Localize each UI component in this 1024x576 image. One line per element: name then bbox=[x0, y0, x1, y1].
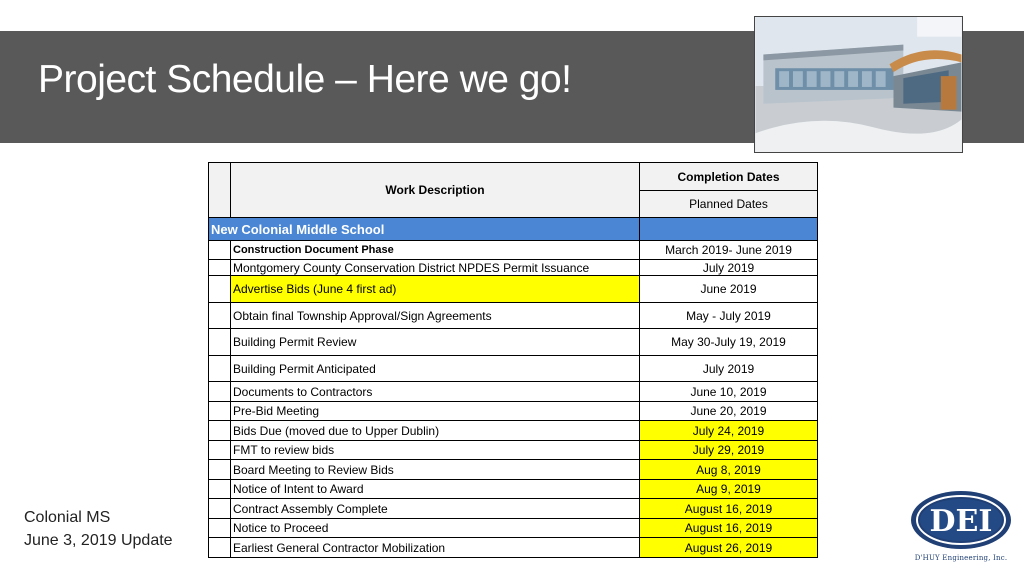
row-date: June 20, 2019 bbox=[640, 402, 818, 421]
row-description: Obtain final Township Approval/Sign Agreements bbox=[231, 303, 640, 329]
dei-logo bbox=[906, 490, 1016, 566]
row-gutter bbox=[209, 402, 231, 421]
section-row bbox=[209, 218, 818, 241]
row-date: Aug 9, 2019 bbox=[640, 480, 818, 499]
table-row bbox=[209, 329, 818, 356]
footer-school-name: Colonial MS bbox=[24, 509, 111, 526]
row-gutter bbox=[209, 441, 231, 460]
row-date: March 2019- June 2019 bbox=[640, 241, 818, 260]
header-gutter-cell bbox=[209, 163, 231, 218]
table-row bbox=[209, 241, 818, 260]
row-description: Bids Due (moved due to Upper Dublin) bbox=[231, 421, 640, 441]
row-gutter bbox=[209, 276, 231, 303]
section-date-cell bbox=[640, 218, 818, 241]
row-date: Aug 8, 2019 bbox=[640, 460, 818, 480]
row-description: FMT to review bids bbox=[231, 441, 640, 460]
row-description: Notice to Proceed bbox=[231, 519, 640, 538]
table-row bbox=[209, 499, 818, 519]
row-description: Building Permit Anticipated bbox=[231, 356, 640, 382]
table-row bbox=[209, 276, 818, 303]
row-description: Earliest General Contractor Mobilization bbox=[231, 538, 640, 558]
section-title: New Colonial Middle School bbox=[209, 218, 640, 241]
row-gutter bbox=[209, 519, 231, 538]
row-gutter bbox=[209, 480, 231, 499]
table-header-row bbox=[209, 163, 818, 191]
project-schedule-table bbox=[208, 162, 818, 558]
row-date: June 10, 2019 bbox=[640, 382, 818, 402]
row-date: July 24, 2019 bbox=[640, 421, 818, 441]
header-planned-dates: Planned Dates bbox=[640, 191, 818, 218]
row-gutter bbox=[209, 356, 231, 382]
table-row bbox=[209, 538, 818, 558]
row-gutter bbox=[209, 460, 231, 480]
slide-title: Project Schedule – Here we go! bbox=[38, 58, 572, 101]
table-row bbox=[209, 460, 818, 480]
row-gutter bbox=[209, 538, 231, 558]
table-row bbox=[209, 402, 818, 421]
row-gutter bbox=[209, 303, 231, 329]
row-gutter bbox=[209, 499, 231, 519]
row-date: July 2019 bbox=[640, 260, 818, 276]
table-row bbox=[209, 382, 818, 402]
row-description: Notice of Intent to Award bbox=[231, 480, 640, 499]
footer-update-date: June 3, 2019 Update bbox=[24, 532, 173, 549]
table-row bbox=[209, 480, 818, 499]
table-row bbox=[209, 519, 818, 538]
header-work-description: Work Description bbox=[231, 163, 640, 218]
row-description: Montgomery County Conservation District NPDES Permit Issuance bbox=[231, 260, 640, 276]
row-gutter bbox=[209, 421, 231, 441]
row-description: Contract Assembly Complete bbox=[231, 499, 640, 519]
row-date: May - July 2019 bbox=[640, 303, 818, 329]
row-description: Board Meeting to Review Bids bbox=[231, 460, 640, 480]
row-gutter bbox=[209, 241, 231, 260]
row-description: Building Permit Review bbox=[231, 329, 640, 356]
row-date: August 16, 2019 bbox=[640, 499, 818, 519]
row-gutter bbox=[209, 260, 231, 276]
row-description: Advertise Bids (June 4 first ad) bbox=[231, 276, 640, 303]
row-gutter bbox=[209, 382, 231, 402]
row-date: August 16, 2019 bbox=[640, 519, 818, 538]
table-row bbox=[209, 421, 818, 441]
row-gutter bbox=[209, 329, 231, 356]
table-row bbox=[209, 356, 818, 382]
header-completion-dates: Completion Dates bbox=[640, 163, 818, 191]
building-rendering-image bbox=[754, 16, 963, 153]
logo-caption: D'HUY Engineering, Inc. bbox=[914, 554, 1008, 562]
row-description: Documents to Contractors bbox=[231, 382, 640, 402]
table-row bbox=[209, 303, 818, 329]
row-date: August 26, 2019 bbox=[640, 538, 818, 558]
row-description: Pre-Bid Meeting bbox=[231, 402, 640, 421]
table-row bbox=[209, 260, 818, 276]
row-date: June 2019 bbox=[640, 276, 818, 303]
footer-note bbox=[24, 506, 173, 552]
row-date: July 2019 bbox=[640, 356, 818, 382]
row-description: Construction Document Phase bbox=[231, 241, 640, 260]
row-date: July 29, 2019 bbox=[640, 441, 818, 460]
row-date: May 30-July 19, 2019 bbox=[640, 329, 818, 356]
logo-text: DEI bbox=[929, 504, 993, 539]
table-row bbox=[209, 441, 818, 460]
